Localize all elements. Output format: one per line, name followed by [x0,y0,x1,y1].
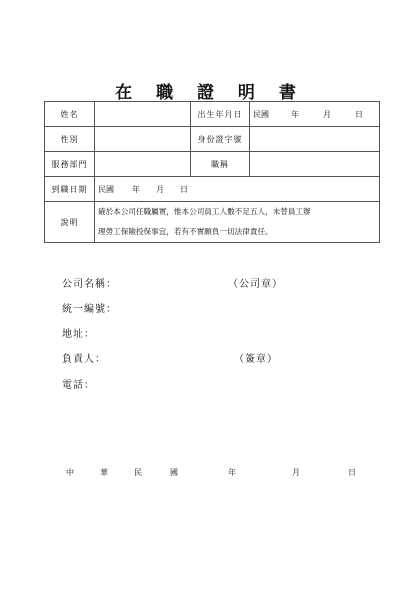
start-month: 月 [156,184,164,194]
birth-year: 年 [291,109,299,119]
desc-field [95,202,380,243]
start-era: 民國 [98,184,114,194]
start-date-field[interactable] [95,177,380,202]
start-day: 日 [180,184,188,194]
date-char-min: 民 [134,468,142,477]
date-year-label: 年 [228,468,236,477]
desc-line-1: 確於本公司任職屬實，惟本公司員工人數不足五人，未替員工辦 [98,207,311,216]
name-label: 姓名 [45,102,95,127]
row-gender-id [45,127,380,152]
date-char-zhong: 中 [66,468,74,477]
position-field[interactable] [250,152,380,177]
position-label: 職稱 [191,152,250,177]
owner-label: 負責人： [62,354,106,365]
page-title: 在 職 證 明 書 [115,83,305,103]
birth-era: 民國 [253,109,269,119]
row-name-birth [45,102,380,127]
birth-label: 出生年月日 [191,102,250,127]
date-day-label: 日 [348,468,356,477]
start-date-label: 到職日期 [45,177,95,202]
dept-label: 服務部門 [45,152,95,177]
row-start-date [45,177,380,202]
phone-label: 電話： [62,380,95,391]
name-field[interactable] [95,102,191,127]
date-char-hua: 華 [100,468,108,477]
date-month-label: 月 [292,468,300,477]
employment-form-table [44,101,380,243]
company-seal-label: （公司章） [228,279,283,290]
id-field[interactable] [250,127,380,152]
birth-month: 月 [323,109,331,119]
company-name-label: 公司名稱： [62,279,117,290]
birth-day: 日 [355,109,363,119]
address-label: 地址： [62,329,95,340]
id-label: 身份證字號 [191,127,250,152]
start-year: 年 [132,184,140,194]
gender-label: 性別 [45,127,95,152]
birth-field[interactable] [250,102,380,127]
desc-line-2: 理勞工保險投保事宜，若有不實願負一切法律責任。 [98,227,273,236]
row-dept-position [45,152,380,177]
gender-field[interactable] [95,127,191,152]
date-char-guo: 國 [170,468,178,477]
owner-sign-label: （簽章） [234,354,278,365]
desc-label: 說明 [45,202,95,243]
dept-field[interactable] [95,152,191,177]
tax-id-label: 統一編號： [62,304,117,315]
row-description [45,202,380,243]
